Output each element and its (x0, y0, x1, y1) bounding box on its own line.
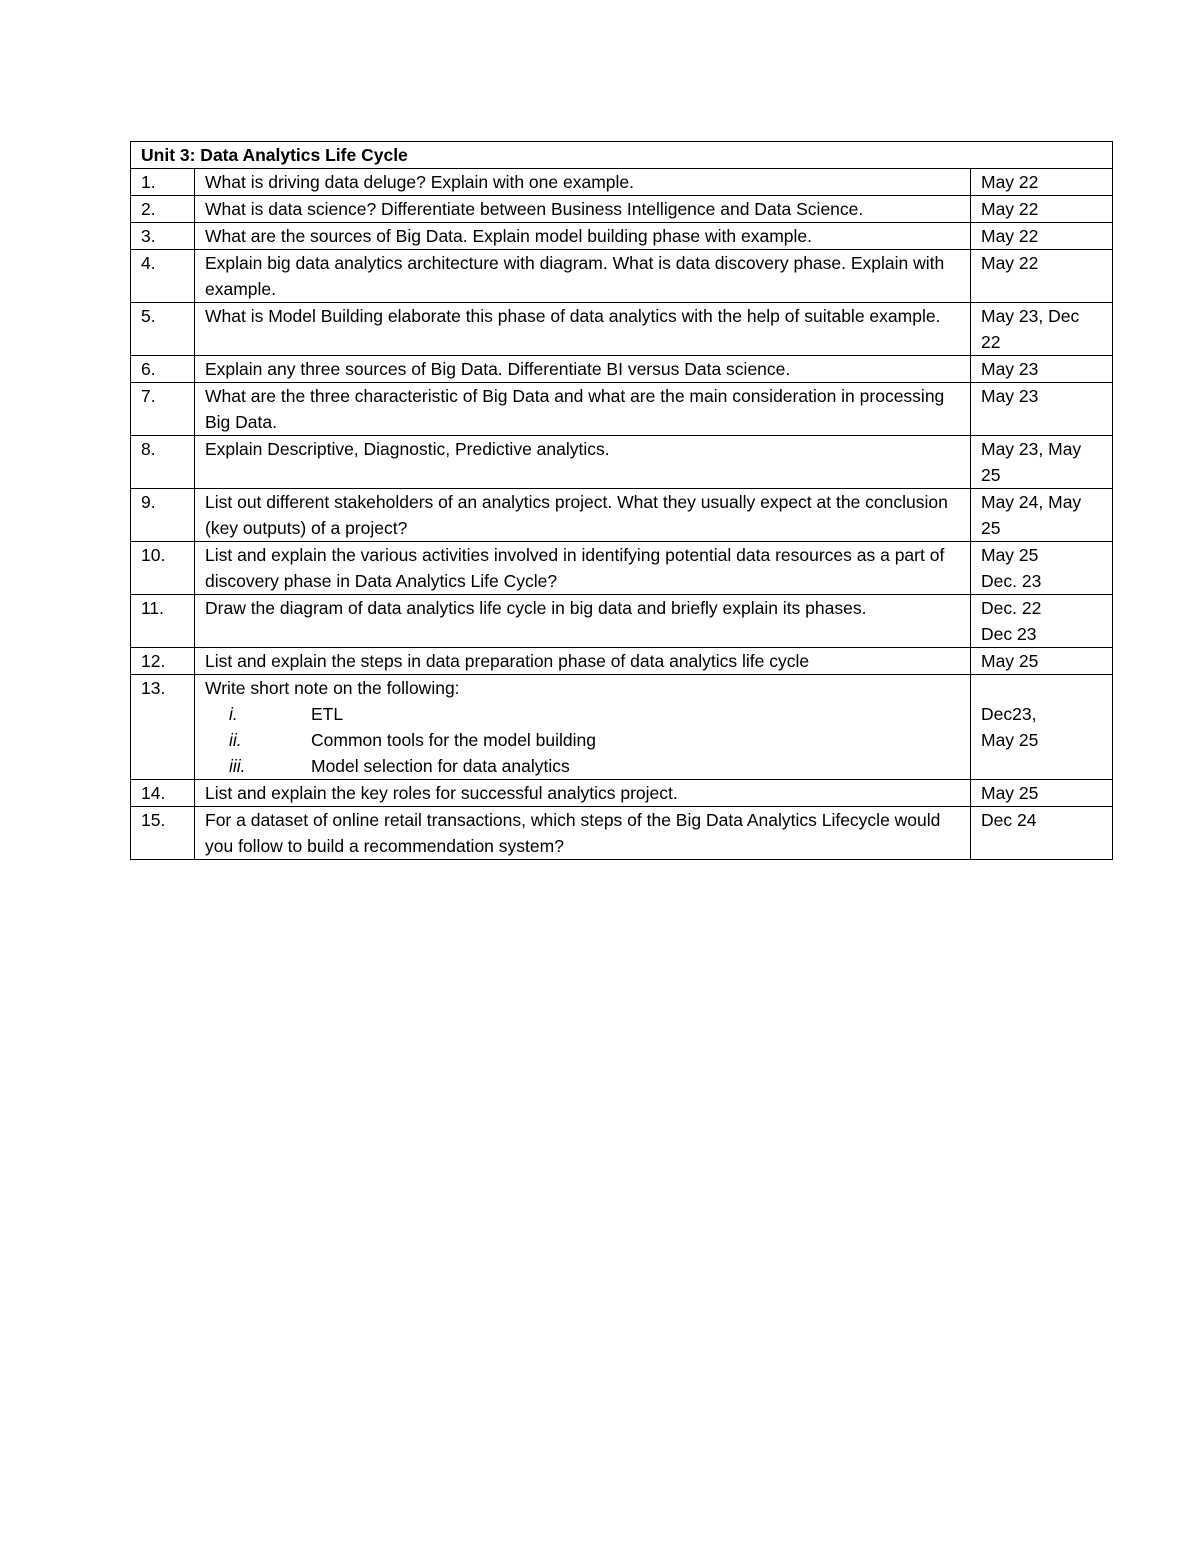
question-number: 9. (131, 489, 195, 542)
sub-item-text: Model selection for data analytics (311, 756, 570, 776)
exam-date-line: Dec23, (981, 704, 1037, 724)
question-text: What is data science? Differentiate between Business Intelligence and Data Science. (195, 196, 971, 223)
table-row (131, 196, 1113, 223)
question-number: 1. (131, 169, 195, 196)
question-number: 6. (131, 356, 195, 383)
exam-date (971, 595, 1113, 648)
exam-date-line: Dec. 23 (981, 571, 1042, 591)
exam-date: May 22 (971, 223, 1113, 250)
table-row (131, 807, 1113, 860)
exam-date: May 25 (971, 648, 1113, 675)
exam-date (971, 542, 1113, 595)
table-row (131, 489, 1113, 542)
exam-date: May 23 (971, 383, 1113, 436)
sub-item-text: Common tools for the model building (311, 730, 597, 750)
table-row (131, 595, 1113, 648)
sub-item (229, 727, 960, 753)
question-text: Draw the diagram of data analytics life cycle in big data and briefly explain its phases. (195, 595, 971, 648)
table-title-row (131, 142, 1113, 169)
question-text: Write short note on the following: (205, 678, 460, 698)
exam-date-line: Dec 23 (981, 624, 1037, 644)
question-table (130, 141, 1113, 860)
exam-date: May 23 (971, 356, 1113, 383)
sub-item (229, 701, 960, 727)
question-number: 14. (131, 780, 195, 807)
table-row (131, 223, 1113, 250)
question-text: What are the sources of Big Data. Explain model building phase with example. (195, 223, 971, 250)
question-number: 3. (131, 223, 195, 250)
question-text: Explain Descriptive, Diagnostic, Predictive analytics. (195, 436, 971, 489)
question-number: 10. (131, 542, 195, 595)
table-row (131, 383, 1113, 436)
exam-date (971, 675, 1113, 780)
question-number: 8. (131, 436, 195, 489)
exam-date-line: May 25 (981, 730, 1039, 750)
sub-item (229, 753, 960, 779)
sub-item-numeral: iii. (229, 756, 246, 776)
question-text: List and explain the steps in data preparation phase of data analytics life cycle (195, 648, 971, 675)
table-row (131, 356, 1113, 383)
exam-date: May 24, May 25 (971, 489, 1113, 542)
question-number: 7. (131, 383, 195, 436)
table-row (131, 436, 1113, 489)
question-text: What is driving data deluge? Explain with one example. (195, 169, 971, 196)
question-number: 2. (131, 196, 195, 223)
question-text: Explain any three sources of Big Data. Differentiate BI versus Data science. (195, 356, 971, 383)
sub-item-numeral: i. (229, 704, 238, 724)
table-row (131, 169, 1113, 196)
sub-item-numeral: ii. (229, 730, 242, 750)
table-row (131, 675, 1113, 780)
question-number: 11. (131, 595, 195, 648)
question-text: List out different stakeholders of an analytics project. What they usually expect at the conclusion (key outputs) of a project? (195, 489, 971, 542)
question-text: For a dataset of online retail transactions, which steps of the Big Data Analytics Lifecycle would you follow to build a recommendation system? (195, 807, 971, 860)
exam-date: May 22 (971, 196, 1113, 223)
exam-date-line: Dec. 22 (981, 598, 1042, 618)
exam-date: May 23, Dec 22 (971, 303, 1113, 356)
exam-date: May 23, May 25 (971, 436, 1113, 489)
sub-item-text: ETL (311, 704, 344, 724)
question-text: What is Model Building elaborate this phase of data analytics with the help of suitable example. (195, 303, 971, 356)
table-row (131, 648, 1113, 675)
question-text: What are the three characteristic of Big Data and what are the main consideration in processing Big Data. (195, 383, 971, 436)
table-row (131, 542, 1113, 595)
table-row (131, 250, 1113, 303)
spacer (981, 675, 1102, 701)
table-row (131, 303, 1113, 356)
exam-date: Dec 24 (971, 807, 1113, 860)
table-title: Unit 3: Data Analytics Life Cycle (131, 142, 1113, 169)
exam-date: May 22 (971, 169, 1113, 196)
question-number: 4. (131, 250, 195, 303)
question-number: 12. (131, 648, 195, 675)
question-text: List and explain the key roles for successful analytics project. (195, 780, 971, 807)
exam-date: May 25 (971, 780, 1113, 807)
question-number: 13. (131, 675, 195, 780)
question-number: 15. (131, 807, 195, 860)
exam-date: May 22 (971, 250, 1113, 303)
question-text: List and explain the various activities involved in identifying potential data resources as a part of discovery phase in Data Analytics Life Cycle? (195, 542, 971, 595)
question-cell (195, 675, 971, 780)
table-row (131, 780, 1113, 807)
question-text: Explain big data analytics architecture with diagram. What is data discovery phase. Explain with example. (195, 250, 971, 303)
exam-date-line: May 25 (981, 545, 1039, 565)
question-number: 5. (131, 303, 195, 356)
